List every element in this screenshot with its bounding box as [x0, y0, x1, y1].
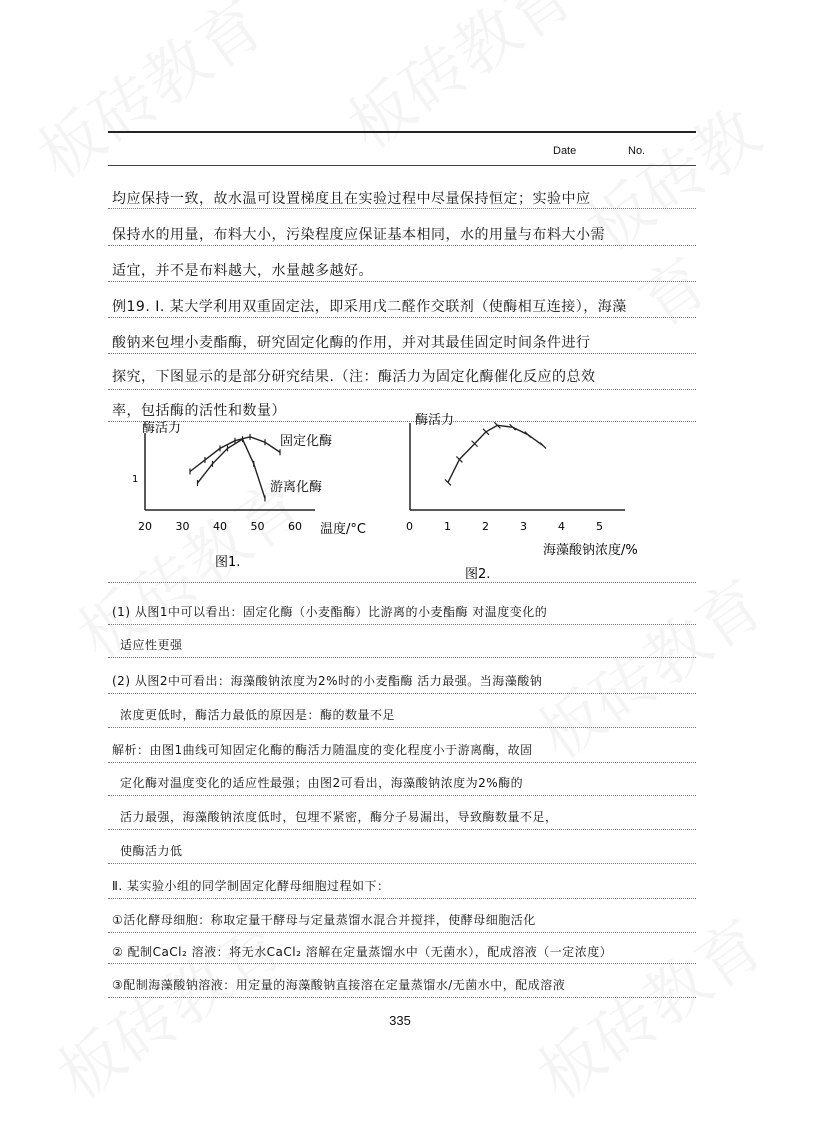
text-line: 均应保持一致，故水温可设置梯度且在实验过程中尽量保持恒定；实验中应	[112, 191, 591, 207]
chart1-xlabel: 温度/°C	[320, 522, 366, 537]
chart1-series2-label: 游离化酶	[270, 480, 323, 495]
chart2-x-tick: 1	[444, 520, 451, 533]
ruled-line	[108, 693, 696, 694]
text-line: 定化酶对温度变化的适应性最强；由图2可看出，海藻酸钠浓度为2%酶的	[120, 776, 524, 790]
ruled-line	[108, 762, 696, 763]
text-line: 探究，下图显示的是部分研究结果.（注：酶活力为固定化酶催化反应的总效	[112, 369, 596, 385]
text-line: 解析：由图1曲线可知固定化酶的酶活力随温度的变化程度小于游离酶，故固	[112, 743, 533, 757]
ruled-line	[108, 863, 696, 864]
ruled-line	[108, 353, 696, 354]
chart-2	[395, 408, 695, 584]
ruled-line	[108, 317, 696, 318]
chart1-ylabel: 酶活力	[142, 421, 182, 436]
text-line: 例19. Ⅰ. 某大学利用双重固定法，即采用戊二醛作交联剂（使酶相互连接），海藻	[112, 299, 627, 315]
chart1-x-tick: 60	[288, 520, 302, 533]
text-line: ② 配制CaCl₂ 溶液：将无水CaCl₂ 溶解在定量蒸馏水中（无菌水），配成溶液（一定浓度）	[112, 945, 613, 959]
watermark	[517, 895, 779, 1117]
chart1-x-tick: 50	[250, 520, 265, 533]
text-line: (2) 从图2中可看出：海藻酸钠浓度为2%时的小麦酯酶 活力最强。当海藻酸钠	[112, 674, 543, 688]
chart2-caption: 图2.	[465, 567, 491, 582]
ruled-line	[108, 281, 696, 282]
chart1-series-line	[198, 439, 266, 498]
text-line: Ⅱ. 某实验小组的同学制固定化酵母细胞过程如下：	[112, 879, 390, 893]
chart1-x-tick: 30	[175, 520, 190, 533]
chart2-x-tick: 4	[558, 520, 565, 533]
chart2-point	[525, 432, 531, 438]
chart1-caption: 图1.	[215, 555, 241, 570]
text-line: 率，包括酶的活性和数量）	[112, 403, 286, 419]
ruled-line	[108, 389, 696, 390]
chart1-series1-label: 固定化酶	[280, 434, 333, 449]
ruled-line	[108, 245, 696, 246]
chart2-ylabel: 酶活力	[415, 413, 455, 428]
header-rule-bottom	[108, 165, 696, 166]
text-line: 使酶活力低	[120, 844, 183, 858]
chart2-point	[540, 443, 546, 449]
ruled-line	[108, 898, 696, 899]
ruled-line	[108, 624, 696, 625]
chart2-x-tick: 5	[596, 520, 603, 533]
chart1-ytick: 1	[132, 474, 139, 485]
chart2-x-tick: 0	[406, 520, 413, 533]
no-label: No.	[628, 145, 646, 157]
text-line: 浓度更低时，酶活力最低的原因是：酶的数量不足	[120, 708, 396, 722]
ruled-line	[108, 657, 696, 658]
date-label: Date	[553, 145, 577, 157]
ruled-line	[108, 208, 696, 209]
chart2-x-tick: 3	[520, 520, 527, 533]
ruled-line	[108, 997, 696, 998]
text-line: 活力最强，海藻酸钠浓度低时，包埋不紧密，酶分子易漏出，导致酶数量不足，	[120, 810, 558, 824]
watermark	[17, 0, 279, 197]
chart1-x-tick: 20	[138, 520, 152, 533]
text-line: (1) 从图1中可以看出：固定化酶（小麦酯酶）比游离的小麦酯酶 对温度变化的	[112, 605, 548, 619]
ruled-line	[108, 795, 696, 796]
text-line: 适应性更强	[120, 638, 183, 652]
text-line: 保持水的用量，布料大小，污染程度应保证基本相同，水的用量与布料大小需	[112, 227, 605, 243]
header-rule	[108, 131, 696, 133]
watermark	[327, 0, 589, 167]
watermark	[37, 895, 299, 1117]
chart-1	[120, 418, 366, 578]
ruled-line	[108, 829, 696, 830]
page-number: 335	[389, 1013, 411, 1028]
chart1-x-tick: 40	[213, 520, 227, 533]
chart2-point	[445, 479, 451, 485]
text-line: 酸钠来包埋小麦酯酶，研究固定化酶的作用，并对其最佳固定时间条件进行	[112, 335, 591, 351]
text-line: ③配制海藻酸钠溶液：用定量的海藻酸钠直接溶在定量蒸馏水/无菌水中，配成溶液	[112, 978, 566, 992]
text-line: 适宜，并不是布料越大，水量越多越好。	[112, 263, 373, 279]
chart2-x-tick: 2	[482, 520, 489, 533]
chart2-series-line	[448, 425, 543, 482]
ruled-line	[108, 932, 696, 933]
ruled-line	[108, 727, 696, 728]
text-line: ①活化酵母细胞：称取定量干酵母与定量蒸馏水混合并搅拌，使酵母细胞活化	[112, 913, 536, 927]
chart2-xlabel: 海藻酸钠浓度/%	[543, 543, 638, 558]
watermark	[517, 555, 779, 777]
ruled-line	[108, 963, 696, 964]
